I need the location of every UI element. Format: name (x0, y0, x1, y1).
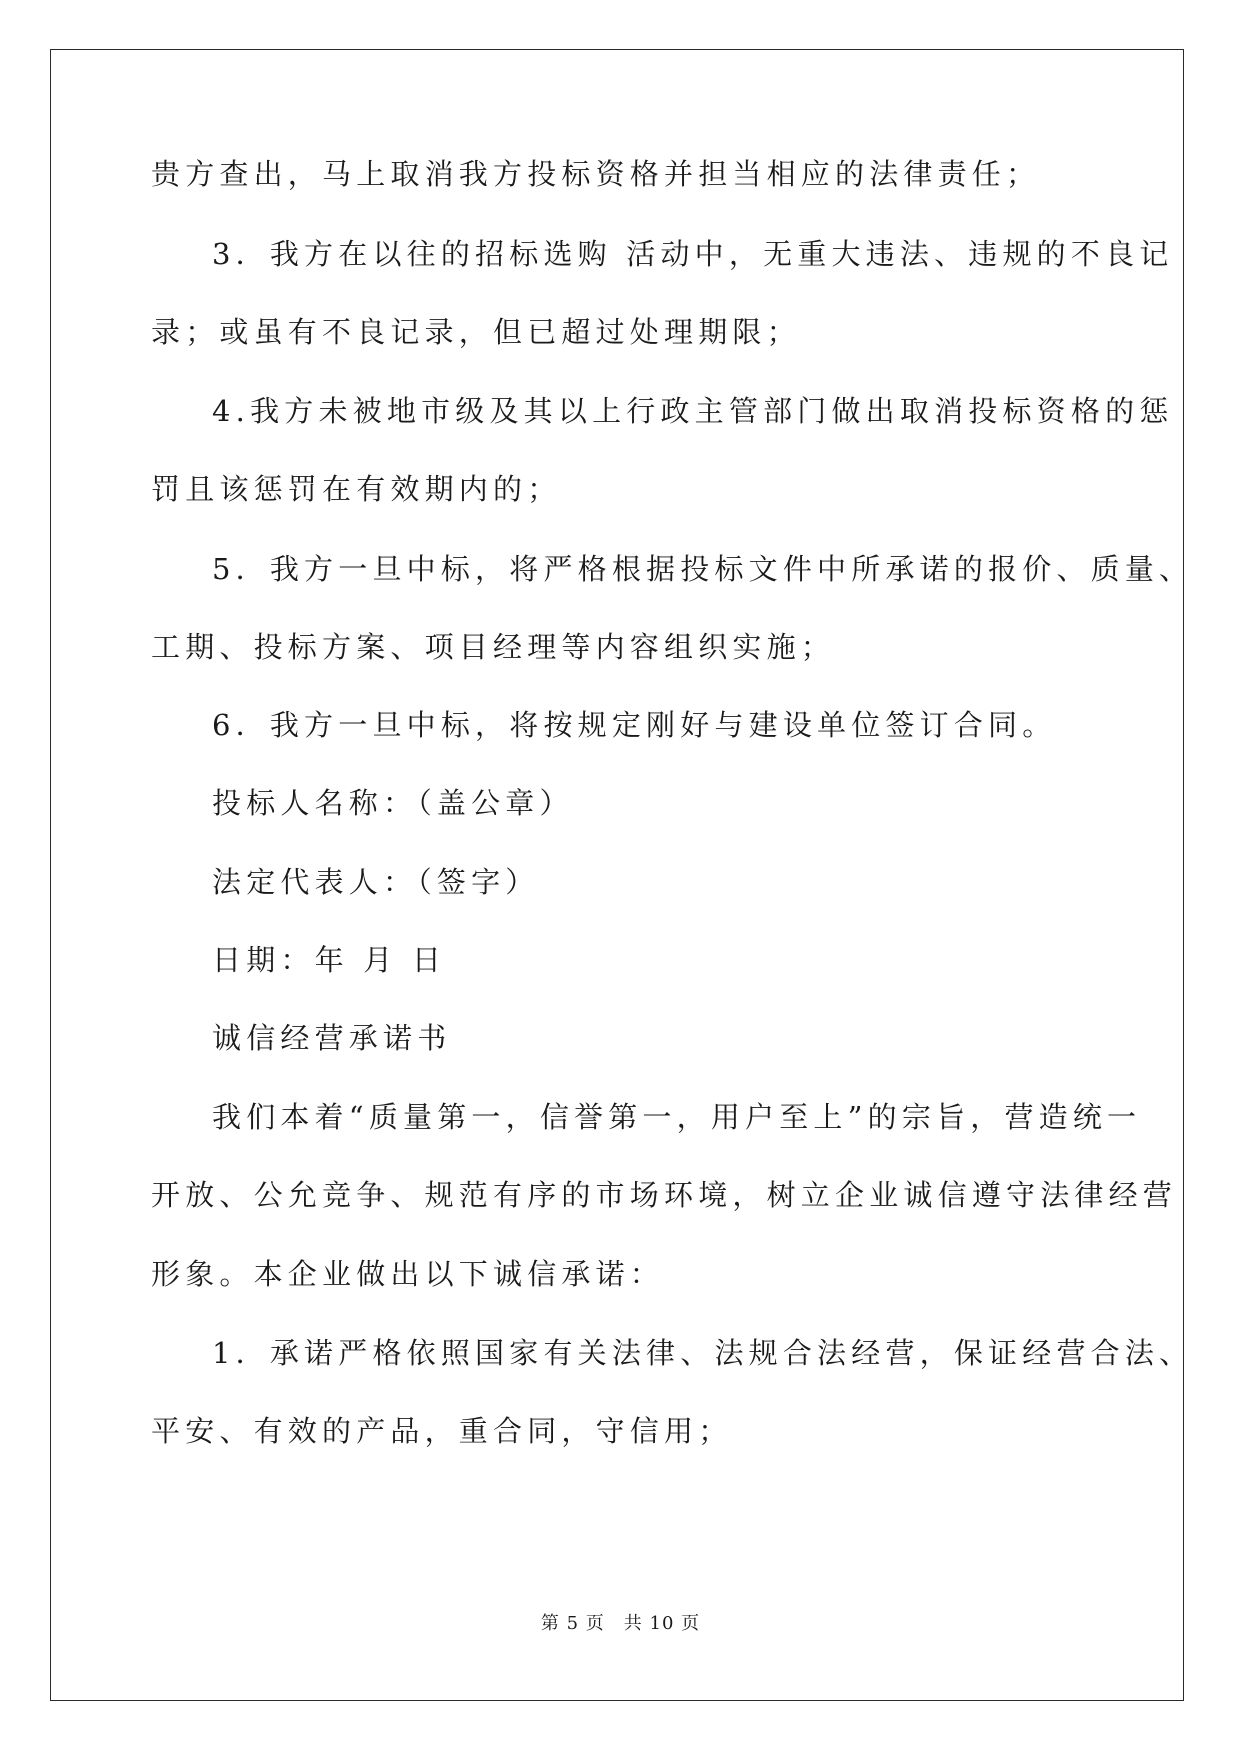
section-title: 诚信经营承诺书 (212, 1021, 452, 1055)
text-line: 贵方查出，马上取消我方投标资格并担当相应的法律责任； (151, 157, 1041, 191)
text-line: 录；或虽有不良记录，但已超过处理期限； (151, 315, 801, 349)
text-line: 6．我方一旦中标，将按规定刚好与建设单位签订合同。 (212, 708, 1057, 742)
page-number-footer: 第 5 页 共 10 页 (540, 1613, 701, 1634)
text-line: 4.我方未被地市级及其以上行政主管部门做出取消投标资格的惩 (212, 394, 1174, 428)
text-line: 3．我方在以往的招标选购 活动中，无重大违法、违规的不良记 (212, 237, 1174, 271)
text-line: 我们本着“质量第一，信誉第一，用户至上”的宗旨，营造统一 (212, 1100, 1142, 1134)
text-line: 平安、有效的产品，重合同，守信用； (151, 1414, 733, 1448)
text-line: 法定代表人：（签字） (212, 865, 540, 899)
text-line: 投标人名称：（盖公章） (212, 786, 574, 820)
text-line: 开放、公允竞争、规范有序的市场环境，树立企业诚信遵守法律经营 (151, 1178, 1178, 1212)
text-line: 罚且该惩罚在有效期内的； (151, 472, 562, 506)
text-line: 工期、投标方案、项目经理等内容组织实施； (151, 630, 836, 664)
text-line: 5．我方一旦中标，将严格根据投标文件中所承诺的报价、质量、 (212, 552, 1194, 586)
text-line: 形象。本企业做出以下诚信承诺： (151, 1257, 665, 1291)
text-line: 日期：年 月 日 (212, 943, 447, 977)
text-line: 1．承诺严格依照国家有关法律、法规合法经营，保证经营合法、 (212, 1336, 1194, 1370)
